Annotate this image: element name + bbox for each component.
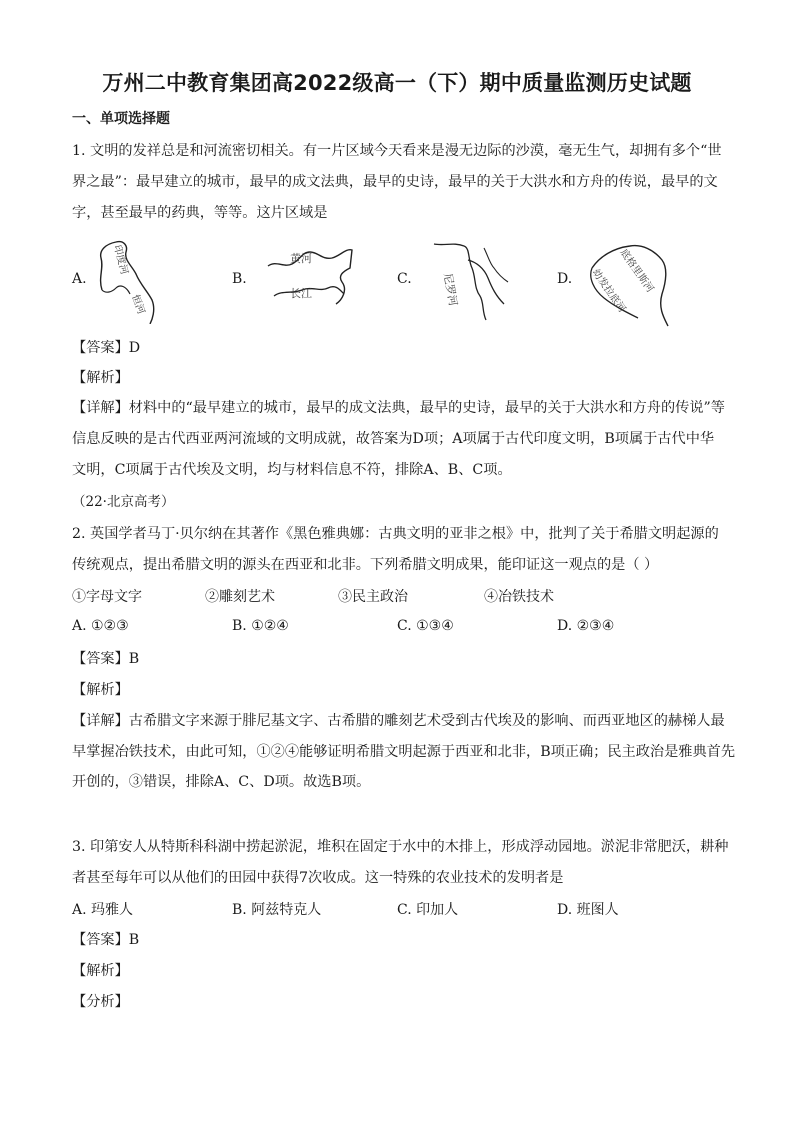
q2-detail-line-2: 早掌握冶铁技术，由此可知，①②④能够证明希腊文明起源于西亚和北非，B项正确；民主政治是雅典首先 bbox=[72, 744, 736, 760]
q2-line-2: 传统观点，提出希腊文明的源头在西亚和北非。下列希腊文明成果，能印证这一观点的是（ ） bbox=[72, 557, 659, 573]
q1-a-map-label-2: 恒河 bbox=[129, 293, 147, 316]
q3-answer: 【答案】B bbox=[72, 932, 140, 948]
q1-detail-line-3: 文明，C项属于古代埃及文明，均与材料信息不符，排除A、B、C项。 bbox=[72, 462, 512, 478]
q3-option-b: B. 阿兹特克人 bbox=[232, 902, 322, 918]
q2-option-d: D. ②③④ bbox=[557, 618, 615, 634]
q2-option-b: B. ①②④ bbox=[232, 618, 289, 634]
q1-option-c-map bbox=[424, 238, 510, 322]
q1-analysis: 【解析】 bbox=[72, 370, 129, 386]
q1-line-2: 界之最”：最早建立的城市，最早的成文法典，最早的史诗，最早的关于大洪水和方舟的传说，最早的文 bbox=[72, 174, 718, 190]
q2-item-1: ①字母文字 bbox=[72, 589, 142, 605]
q1-option-c-label: C. bbox=[397, 271, 412, 287]
q3-fenxi: 【分析】 bbox=[72, 994, 129, 1010]
q1-b-map-label-2: 长江 bbox=[290, 287, 312, 300]
section-heading: 一、单项选择题 bbox=[72, 111, 170, 127]
q1-a-map-label-1: 印度河 bbox=[111, 243, 130, 276]
q1-line-1: 1. 文明的发祥总是和河流密切相关。有一片区域今天看来是漫无边际的沙漠，毫无生气，却拥有多个“世 bbox=[72, 143, 722, 159]
q1-option-d-map bbox=[578, 238, 674, 330]
q2-item-2: ②雕刻艺术 bbox=[205, 589, 275, 605]
q2-detail-line-3: 开创的，③错误，排除A、C、D项。故选B项。 bbox=[72, 774, 371, 790]
q3-option-a: A. 玛雅人 bbox=[72, 902, 134, 918]
exam-title: 万州二中教育集团高2022级高一（下）期中质量监测历史试题 bbox=[102, 71, 692, 95]
q1-c-map-label-1: 尼罗河 bbox=[441, 272, 460, 308]
q2-item-3: ③民主政治 bbox=[338, 589, 408, 605]
q1-option-b-map bbox=[262, 238, 358, 308]
q1-option-a-label: A. bbox=[72, 271, 87, 287]
q3-line-1: 3. 印第安人从特斯科科湖中捞起淤泥，堆积在固定于水中的木排上，形成浮动园地。淤泥非常肥沃，耕种 bbox=[72, 839, 729, 855]
q2-analysis: 【解析】 bbox=[72, 682, 129, 698]
q1-option-a-map bbox=[92, 238, 162, 324]
q1-detail-line-1: 【详解】材料中的“最早建立的城市，最早的成文法典，最早的史诗，最早的关于大洪水和方舟的传说”等 bbox=[72, 400, 725, 416]
q1-d-map-label-1: 底格里斯河 bbox=[617, 247, 656, 295]
q1-answer: 【答案】D bbox=[72, 340, 141, 356]
q3-line-2: 者甚至每年可以从他们的田园中获得7次收成。这一特殊的农业技术的发明者是 bbox=[72, 870, 564, 886]
q1-detail-line-2: 信息反映的是古代西亚两河流域的文明成就，故答案为D项；A项属于古代印度文明，B项属于古代中华 bbox=[72, 431, 715, 447]
q2-line-1: 2. 英国学者马丁·贝尔纳在其著作《黑色雅典娜：古典文明的亚非之根》中，批判了关于希腊文明起源的 bbox=[72, 526, 719, 542]
q1-line-3: 字，甚至最早的药典，等等。这片区域是 bbox=[72, 205, 328, 221]
q1-b-map-label-1: 黄河 bbox=[290, 252, 312, 265]
q3-option-c: C. 印加人 bbox=[397, 902, 459, 918]
q3-analysis: 【解析】 bbox=[72, 963, 129, 979]
q2-detail-line-1: 【详解】古希腊文字来源于腓尼基文字、古希腊的雕刻艺术受到古代埃及的影响、而西亚地区的赫梯人最 bbox=[72, 713, 725, 729]
q1-option-d-label: D. bbox=[557, 271, 573, 287]
q2-answer: 【答案】B bbox=[72, 651, 140, 667]
q2-item-4: ④冶铁技术 bbox=[484, 589, 554, 605]
q2-option-c: C. ①③④ bbox=[397, 618, 454, 634]
source-tag: （22·北京高考） bbox=[72, 494, 175, 510]
q1-d-map-label-2: 幼发拉底河 bbox=[589, 267, 628, 315]
q3-option-d: D. 班图人 bbox=[557, 902, 619, 918]
q1-option-b-label: B. bbox=[232, 271, 247, 287]
q2-option-a: A. ①②③ bbox=[72, 618, 129, 634]
